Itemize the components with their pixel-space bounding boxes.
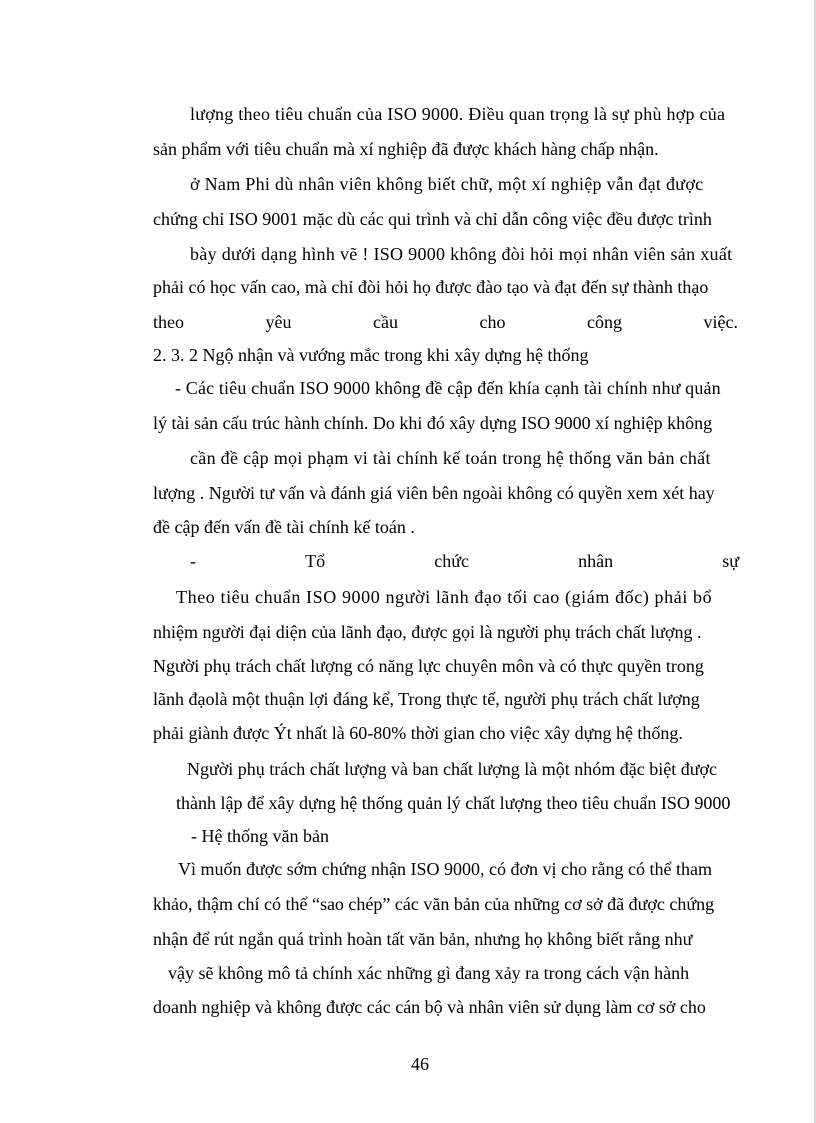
body-line: Theo tiêu chuẩn ISO 9000 người lãnh đạo tối cao (giám đốc) phải bổ — [176, 587, 713, 607]
body-line: lượng . Người tư vấn và đánh giá viên bên ngoài không có quyền xem xét hay — [153, 483, 715, 503]
justified-line — [153, 310, 738, 334]
word: theo — [153, 312, 184, 332]
word: nhân — [578, 551, 614, 571]
word: sự — [722, 551, 739, 571]
body-line: ở Nam Phi dù nhân viên không biết chữ, một xí nghiệp vẫn đạt được — [190, 174, 704, 194]
word: cho — [479, 312, 506, 332]
section-heading: 2. 3. 2 Ngộ nhận và vướng mắc trong khi xây dựng hệ thống — [153, 345, 589, 365]
body-line: lãnh đạolà một thuận lợi đáng kể, Trong thực tế, người phụ trách chất lượng — [153, 689, 700, 709]
page-number: 46 — [411, 1054, 429, 1074]
word: yêu — [265, 312, 292, 332]
word: chức — [434, 551, 469, 571]
body-line: Người phụ trách chất lượng có năng lực chuyên môn và có thực quyền trong — [153, 656, 704, 676]
word: công — [586, 312, 622, 332]
body-line: thành lập để xây dựng hệ thống quản lý chất lượng theo tiêu chuẩn ISO 9000 — [176, 793, 731, 813]
body-line: - Các tiêu chuẩn ISO 9000 không đề cập đến khía cạnh tài chính như quản — [175, 378, 721, 398]
body-line: Người phụ trách chất lượng và ban chất lượng là một nhóm đặc biệt được — [187, 759, 717, 779]
body-line: bày dưới dạng hình vẽ ! ISO 9000 không đòi hỏi mọi nhân viên sản xuất — [190, 244, 733, 264]
body-line: phải có học vấn cao, mà chỉ đòi hỏi họ được đào tạo và đạt đến sự thành thạo — [153, 277, 709, 297]
word: việc. — [703, 312, 738, 332]
body-line: cần đề cập mọi phạm vi tài chính kế toán trong hệ thống văn bản chất — [190, 448, 711, 468]
body-line: chứng chỉ ISO 9001 mặc dù các qui trình và chỉ dẫn công việc đều được trình — [153, 209, 712, 229]
body-line: đề cập đến vấn đề tài chính kế toán . — [153, 517, 415, 537]
body-line: Vì muốn được sớm chứng nhận ISO 9000, có đơn vị cho rằng có thể tham — [178, 859, 712, 879]
word: cầu — [373, 312, 398, 332]
word: - — [190, 551, 196, 571]
body-line: vậy sẽ không mô tả chính xác những gì đang xảy ra trong cách vận hành — [168, 963, 690, 983]
body-line: nhiệm người đại diện của lãnh đạo, được gọi là người phụ trách chất lượng . — [153, 622, 702, 642]
justified-line — [190, 549, 739, 573]
body-line: nhận để rút ngắn quá trình hoàn tất văn bản, nhưng họ không biết rằng như — [153, 929, 693, 949]
body-line: lý tài sản cấu trúc hành chính. Do khi đó xây dựng ISO 9000 xí nghiệp không — [153, 413, 713, 433]
body-line: sản phẩm với tiêu chuẩn mà xí nghiệp đã được khách hàng chấp nhận. — [153, 139, 659, 159]
subheading: - Hệ thống văn bản — [191, 826, 329, 846]
body-line: lượng theo tiêu chuẩn của ISO 9000. Điều quan trọng là sự phù hợp của — [190, 104, 726, 124]
body-line: phải giành được Ýt nhất là 60-80% thời gian cho việc xây dựng hệ thống. — [153, 723, 683, 743]
body-line: khảo, thậm chí có thể “sao chép” các văn bản của những cơ sở đã được chứng — [153, 894, 715, 914]
word: Tổ — [305, 551, 326, 571]
body-line: doanh nghiệp và không được các cán bộ và nhân viên sử dụng làm cơ sở cho — [153, 997, 706, 1017]
